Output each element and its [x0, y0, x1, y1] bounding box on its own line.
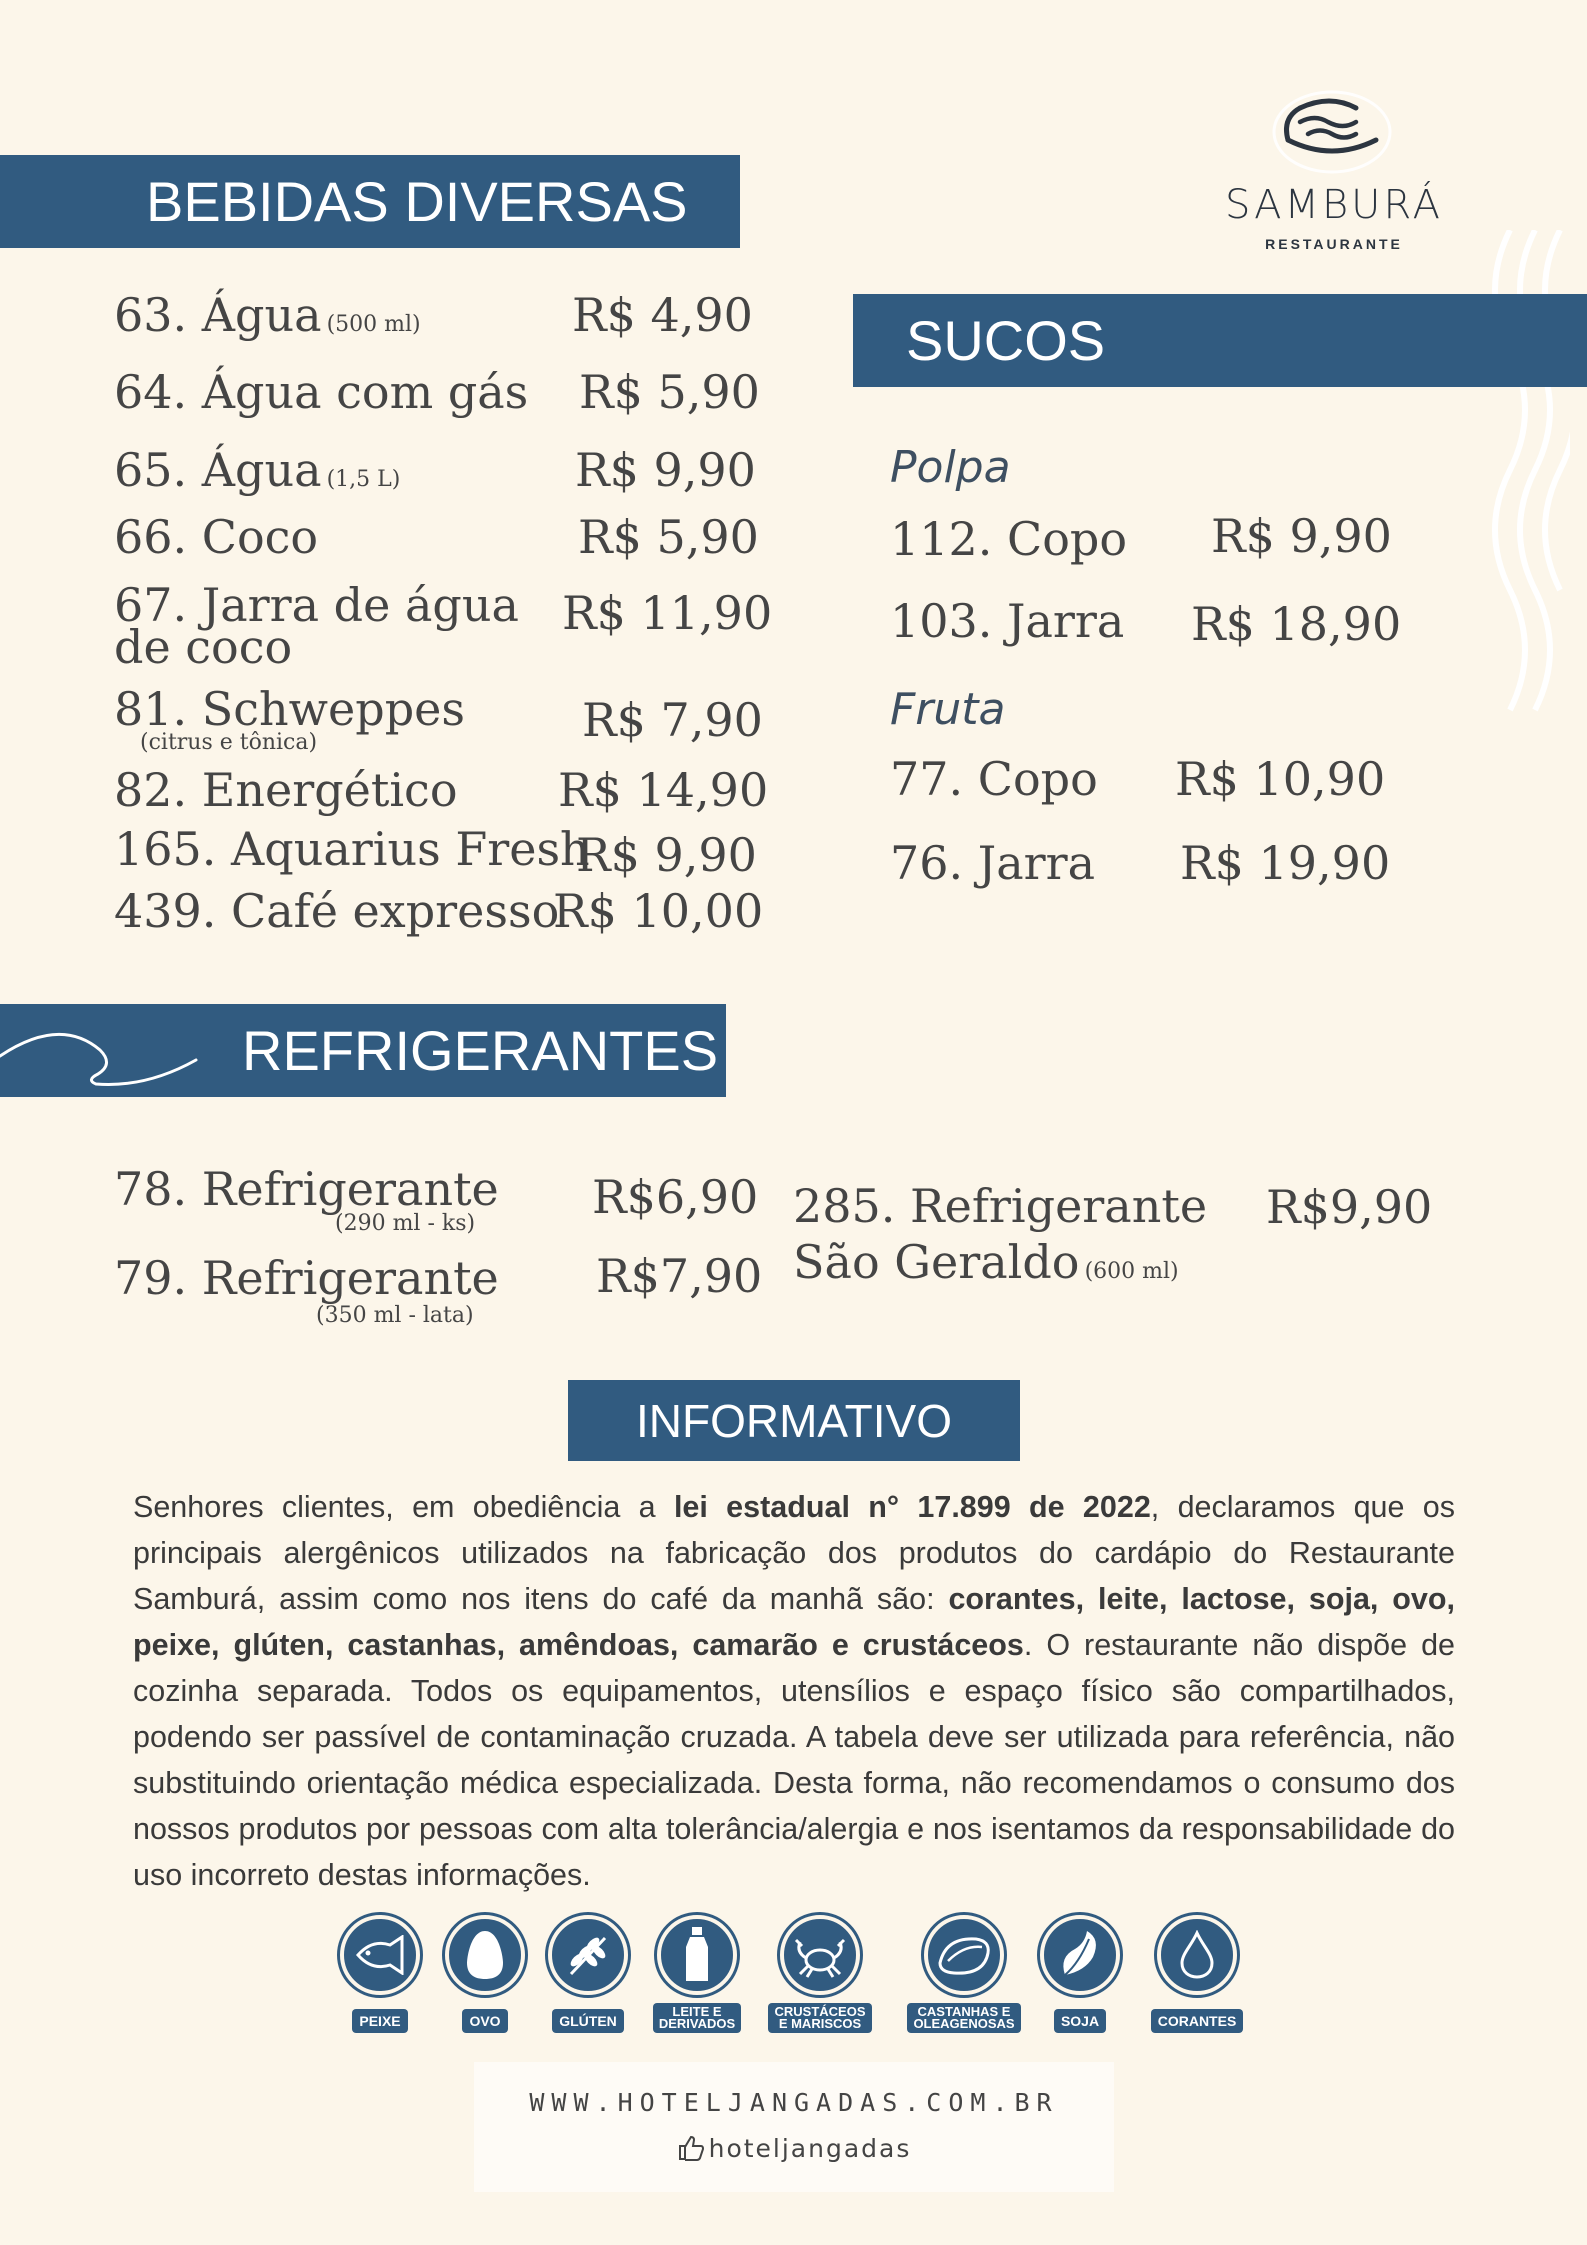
allergen-label-line1: CRUSTÁCEOS — [774, 2004, 866, 2019]
sucos-header — [853, 294, 1587, 387]
item-name: 66. Coco — [114, 510, 319, 564]
allergen-label: CORANTES — [1151, 2009, 1244, 2033]
item-price: R$ 4,90 — [572, 288, 753, 342]
refrigerantes-header — [0, 1004, 726, 1097]
item-name: 78. Refrigerante — [114, 1162, 499, 1216]
list-item — [890, 512, 1128, 566]
allergen-badge — [924, 1915, 1004, 1995]
allergen-crustaceos — [740, 1912, 900, 2033]
item-name: 439. Café expresso — [114, 884, 560, 938]
item-name: 76. Jarra — [890, 836, 1096, 890]
list-item — [114, 288, 421, 342]
info-text-part: . O restaurante não dispõe de cozinha separada. Todos os equipamentos, utensílios e espaço físico são compartilhados, podendo ser passível de contaminação cruzada. A tabela deve ser utilizada para referência, não substituindo orientação médica especializada. Desta forma, não recomendamos o consumo dos nossos produtos por pessoas com alta tolerância/alergia e nos isentamos da responsabilidade do uso incorreto destas informações. — [133, 1628, 1455, 1892]
info-text-bold: lei estadual n° 17.899 de 2022 — [673, 1490, 1151, 1524]
item-note: (290 ml - ks) — [335, 1211, 476, 1236]
list-item — [114, 365, 529, 419]
item-price: R$ 10,00 — [553, 884, 764, 938]
milk-bottle-icon — [682, 1925, 712, 1985]
allergen-label-line1: LEITE E — [672, 2004, 722, 2019]
wave-swirl-icon — [0, 1016, 210, 1086]
item-note: (citrus e tônica) — [140, 730, 318, 755]
item-price: R$ 19,90 — [1180, 836, 1391, 890]
item-name: 79. Refrigerante — [114, 1251, 499, 1305]
category-polpa: Polpa — [890, 442, 1011, 493]
list-item — [793, 1178, 1207, 1301]
allergen-label: OVO — [462, 2009, 507, 2033]
refrigerantes-title: REFRIGERANTES — [242, 1019, 719, 1082]
list-item — [114, 578, 519, 674]
item-note: (600 ml) — [1084, 1259, 1179, 1284]
basket-logo-icon — [1200, 70, 1470, 190]
list-item — [890, 752, 1098, 806]
list-item — [114, 884, 560, 938]
thumbs-up-icon — [677, 2134, 705, 2162]
informativo-title: INFORMATIVO — [635, 1394, 953, 1447]
item-name: 165. Aquarius Fresh — [114, 822, 590, 876]
item-note: (350 ml - lata) — [316, 1303, 474, 1328]
item-name-line2-row — [793, 1234, 1207, 1301]
item-name: 67. Jarra de água — [114, 578, 519, 632]
informativo-text — [133, 1484, 1455, 1898]
list-item — [114, 682, 465, 736]
allergen-badge — [657, 1915, 737, 1995]
item-price: R$9,90 — [1266, 1180, 1433, 1234]
informativo-header — [568, 1380, 1020, 1461]
wheat-icon — [563, 1930, 613, 1980]
item-name-line2: São Geraldo — [793, 1235, 1080, 1289]
item-price: R$ 9,90 — [575, 443, 756, 497]
social-handle[interactable] — [474, 2134, 1114, 2163]
list-item — [114, 763, 458, 817]
drop-icon — [1179, 1930, 1215, 1980]
list-item — [114, 1251, 499, 1305]
item-price: R$7,90 — [596, 1249, 763, 1303]
item-price: R$ 10,90 — [1175, 752, 1386, 806]
allergen-corantes — [1117, 1912, 1277, 2033]
bebidas-title: BEBIDAS DIVERSAS — [146, 170, 688, 233]
nut-icon — [936, 1933, 992, 1977]
item-name-line2: de coco — [114, 620, 293, 674]
item-price: R$ 18,90 — [1191, 597, 1402, 651]
allergen-badge — [1040, 1915, 1120, 1995]
logo — [1200, 70, 1470, 260]
allergen-label: SOJA — [1054, 2009, 1106, 2033]
category-fruta: Fruta — [890, 684, 1006, 735]
footer — [474, 2062, 1114, 2192]
item-note: (1,5 L) — [326, 467, 401, 492]
list-item — [114, 822, 590, 876]
item-price: R$ 11,90 — [562, 586, 773, 640]
list-item — [114, 1162, 499, 1216]
item-name: 285. Refrigerante — [793, 1179, 1208, 1233]
item-price: R$ 5,90 — [578, 510, 759, 564]
allergen-label: PEIXE — [352, 2009, 407, 2033]
info-text-bold: corantes, leite, lactose, soja, ovo, peixe, glúten, castanhas, amêndoas, camarão e crustáceos — [133, 1582, 1455, 1662]
fish-icon — [352, 1935, 408, 1975]
logo-brand: SAMBURÁ — [1224, 182, 1443, 228]
sucos-title: SUCOS — [906, 309, 1106, 372]
allergen-label: GLÚTEN — [552, 2009, 624, 2033]
item-price: R$6,90 — [592, 1170, 759, 1224]
item-price: R$ 9,90 — [576, 828, 757, 882]
allergen-badge — [780, 1915, 860, 1995]
allergen-badge — [548, 1915, 628, 1995]
list-item — [114, 510, 319, 564]
allergen-badge — [1157, 1915, 1237, 1995]
item-name: 112. Copo — [890, 512, 1128, 566]
item-name: 77. Copo — [890, 752, 1098, 806]
crab-icon — [792, 1932, 848, 1978]
allergen-label — [653, 2003, 741, 2033]
list-item — [114, 443, 401, 497]
item-name: 64. Água com gás — [114, 365, 529, 419]
soy-icon — [1055, 1927, 1105, 1983]
item-name: 63. Água — [114, 288, 322, 342]
list-item — [890, 594, 1125, 648]
egg-icon — [465, 1929, 505, 1981]
item-price: R$ 9,90 — [1211, 509, 1392, 563]
allergen-label-line1: CASTANHAS E — [917, 2004, 1011, 2019]
allergen-label-line2: E MARISCOS — [778, 2016, 862, 2031]
item-name: 82. Energético — [114, 763, 458, 817]
social-handle-text: hoteljangadas — [708, 2134, 912, 2163]
allergen-label-line2: OLEAGENOSAS — [913, 2016, 1015, 2031]
website-link[interactable]: WWW.HOTELJANGADAS.COM.BR — [529, 2088, 1059, 2117]
item-name: 103. Jarra — [890, 594, 1125, 648]
allergen-label — [768, 2003, 871, 2033]
allergen-label-line2: DERIVADOS — [658, 2016, 736, 2031]
item-price: R$ 14,90 — [558, 763, 769, 817]
item-name: 65. Água — [114, 443, 322, 497]
item-name: 81. Schweppes — [114, 682, 465, 736]
info-text-part: Senhores clientes, em obediência a — [133, 1490, 674, 1524]
item-price: R$ 5,90 — [579, 365, 760, 419]
info-text-part: , declaramos que os principais alergênicos utilizados na fabricação dos produtos do cardápio do Restaurante Samburá, assim como nos itens do café da manhã são: — [133, 1490, 1455, 1616]
item-note: (500 ml) — [326, 312, 421, 337]
logo-subtitle: RESTAURANTE — [1265, 236, 1403, 252]
bebidas-header — [0, 155, 740, 248]
item-price: R$ 7,90 — [582, 693, 763, 747]
list-item — [890, 836, 1096, 890]
